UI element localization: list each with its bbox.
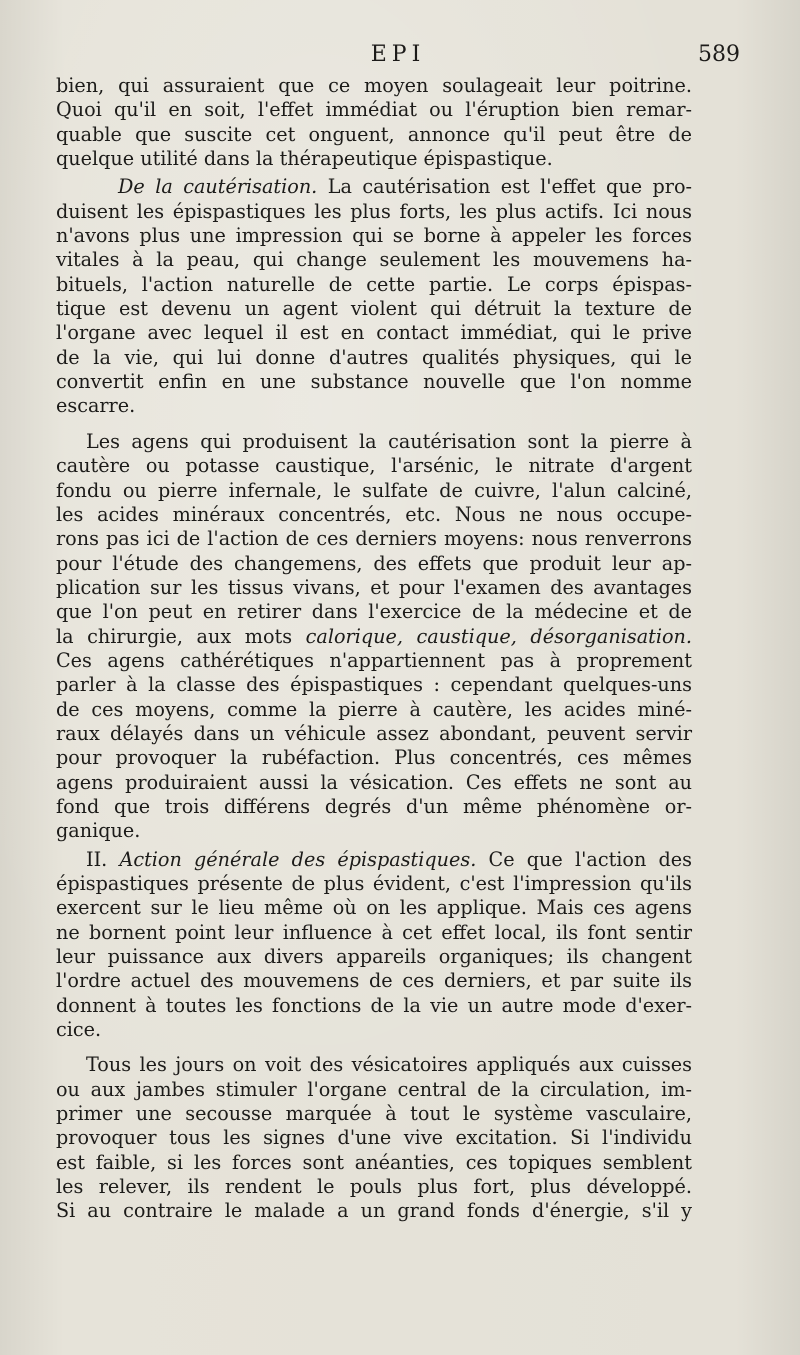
text-line: Les agens qui produisent la cautérisation sont la pierre à bbox=[86, 429, 692, 453]
text-line: que l'on peut en retirer dans l'exercice de la médecine et de bbox=[56, 600, 692, 624]
text-line: exercent sur le lieu même où on les applique. Mais ces agens bbox=[56, 896, 692, 920]
text-line: épispastiques présente de plus évident, c'est l'impression qu'ils bbox=[56, 872, 692, 895]
text-line: Tous les jours on voit des vésicatoires appliqués aux cuisses bbox=[86, 1053, 692, 1077]
text-line: plication sur les tissus vivans, et pour l'examen des avantages bbox=[56, 575, 692, 599]
text-line: pour l'étude des changemens, des effets que produit leur ap- bbox=[56, 551, 692, 575]
text-line bbox=[56, 625, 692, 649]
section-heading-italic: Action générale des épispastiques. bbox=[119, 847, 477, 871]
text-line: leur puissance aux divers appareils organiques; ils changent bbox=[56, 945, 692, 969]
text-line bbox=[56, 848, 692, 872]
text-line: cice. bbox=[56, 1018, 102, 1042]
text-line: raux délayés dans un véhicule assez abondant, peuvent servir bbox=[56, 721, 692, 745]
text-line: primer une secousse marquée à tout le système vasculaire, bbox=[56, 1102, 692, 1126]
text-line: provoquer tous les signes d'une vive excitation. Si l'individu bbox=[56, 1126, 692, 1150]
text-line: parler à la classe des épispastiques : cependant quelques-uns bbox=[56, 673, 692, 697]
text-line: duisent les épispastiques les plus forts, les plus actifs. Ici nous bbox=[56, 199, 692, 223]
text-line: ne bornent point leur influence à cet effet local, ils font sentir bbox=[56, 920, 692, 944]
text-line: agens produiraient aussi la vésication. Ces effets ne sont au bbox=[56, 770, 692, 794]
text-fragment: Ce que l'action des bbox=[476, 847, 693, 871]
text-line: tique est devenu un agent violent qui détruit la texture de bbox=[56, 297, 692, 321]
text-line: les relever, ils rendent le pouls plus fort, plus développé. bbox=[56, 1175, 692, 1199]
text-line: vitales à la peau, qui change seulement les mouvemens ha- bbox=[56, 248, 692, 272]
text-line: est faible, si les forces sont anéanties, ces topiques semblent bbox=[56, 1150, 692, 1174]
text-line: fondu ou pierre infernale, le sulfate de cuivre, l'alun calciné, bbox=[56, 478, 692, 502]
text-line: l'ordre actuel des mouvemens de ces derniers, et par suite ils bbox=[56, 969, 692, 993]
text-line: ganique. bbox=[56, 819, 141, 843]
text-line: Si au contraire le malade a un grand fonds d'énergie, s'il y bbox=[56, 1199, 692, 1223]
section-number: II. bbox=[86, 847, 120, 871]
text-line: bien, qui assuraient que ce moyen soulageait leur poitrine. bbox=[56, 74, 692, 97]
text-line: l'organe avec lequel il est en contact immédiat, qui le prive bbox=[56, 321, 692, 345]
text-line: n'avons plus une impression qui se borne à appeler les forces bbox=[56, 224, 692, 248]
text-line: cautère ou potasse caustique, l'arsénic, le nitrate d'argent bbox=[56, 454, 692, 478]
italic-terms: calorique, caustique, désorganisation. bbox=[305, 624, 692, 648]
text-line: de ces moyens, comme la pierre à cautère, les acides miné- bbox=[56, 697, 692, 721]
text-line: les acides minéraux concentrés, etc. Nous ne nous occupe- bbox=[56, 502, 692, 526]
text-line: convertit enfin en une substance nouvelle que l'on nomme bbox=[56, 370, 692, 394]
text-fragment: la chirurgie, aux mots bbox=[56, 624, 306, 648]
running-head: EPI bbox=[370, 42, 426, 67]
text-line: quable que suscite cet onguent, annonce qu'il peut être de bbox=[56, 122, 692, 146]
text-line: Quoi qu'il en soit, l'effet immédiat ou l'éruption bien remar- bbox=[56, 98, 692, 122]
page-number: 589 bbox=[698, 42, 740, 67]
text-line: quelque utilité dans la thérapeutique épispastique. bbox=[56, 147, 553, 171]
text-line: rons pas ici de l'action de ces derniers moyens: nous renverrons bbox=[56, 527, 692, 551]
page-header bbox=[56, 38, 740, 72]
text-line: fond que trois différens degrés d'un même phénomène or- bbox=[56, 794, 692, 818]
text-line: Ces agens cathérétiques n'appartiennent pas à proprement bbox=[56, 648, 692, 672]
text-fragment: La cautérisation est l'effet que pro- bbox=[317, 175, 692, 199]
body-text bbox=[56, 74, 692, 1224]
text-line bbox=[56, 175, 692, 199]
text-line: pour provoquer la rubéfaction. Plus concentrés, ces mêmes bbox=[56, 746, 692, 770]
section-heading-italic: De la cautérisation. bbox=[118, 175, 318, 199]
text-line: bituels, l'action naturelle de cette partie. Le corps épispas- bbox=[56, 272, 692, 296]
text-line: de la vie, qui lui donne d'autres qualités physiques, qui le bbox=[56, 345, 692, 369]
text-line: escarre. bbox=[56, 394, 136, 418]
text-line: donnent à toutes les fonctions de la vie un autre mode d'exer- bbox=[56, 993, 692, 1017]
text-line: ou aux jambes stimuler l'organe central de la circulation, im- bbox=[56, 1077, 692, 1101]
